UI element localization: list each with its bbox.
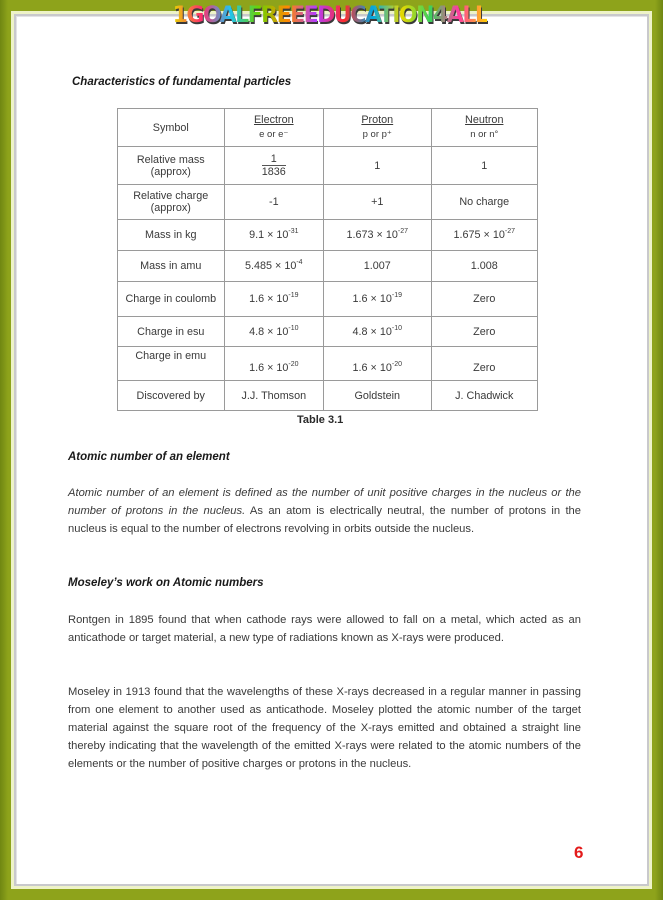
cell-neutron-relative-charge: No charge xyxy=(431,185,538,220)
fraction-denominator: 1836 xyxy=(261,166,286,178)
value-exponent: -27 xyxy=(504,228,515,235)
row-label-relative-charge: Relative charge (approx) xyxy=(118,185,225,220)
table-row-charge-emu xyxy=(118,347,538,381)
cell-proton-mass-amu: 1.007 xyxy=(324,251,431,282)
cell-neutron-mass-kg xyxy=(431,220,538,251)
value-exponent: -4 xyxy=(296,259,303,266)
header-electron-symbol: e or e⁻ xyxy=(259,129,289,140)
cell-electron-mass-kg xyxy=(224,220,324,251)
cell-neutron-relative-mass: 1 xyxy=(431,147,538,185)
cell-proton-charge-emu xyxy=(324,347,431,381)
table-row-symbol xyxy=(118,109,538,147)
row-label-discovered-by: Discovered by xyxy=(118,381,225,411)
table-row-mass-amu xyxy=(118,251,538,282)
moseley-paragraph: Moseley in 1913 found that the wavelengths of these X-rays decreased in a regular manner in passing from one element to another used as anticathode. Moseley plotted the atomic number of the target material against the square root of the frequency of the X-rays emitted and obtained a straight line thereby indicating that the wavelength of the emitted X-rays were related to the atomic numbers of the elements or the number of positive charges or protons in the nucleus. xyxy=(68,686,581,770)
value-base: 4.8 × 10 xyxy=(249,325,289,338)
definition-text: Atomic number of an element is defined as the number of unit positive charges in the nucleus or the number of protons in the nucleus. xyxy=(68,487,581,517)
value-exponent: -20 xyxy=(288,360,299,368)
header-proton-symbol: p or p⁺ xyxy=(362,129,392,140)
value-exponent: -27 xyxy=(397,228,408,235)
cell-electron-mass-amu xyxy=(224,251,324,282)
table-row-relative-mass xyxy=(118,147,538,185)
value-base: 5.485 × 10 xyxy=(245,260,297,272)
row-label-mass-amu: Mass in amu xyxy=(118,251,225,282)
value-base: 1.6 × 10 xyxy=(249,293,289,305)
cell-electron-relative-mass xyxy=(224,147,324,185)
particles-table xyxy=(117,108,538,411)
value-exponent: -19 xyxy=(288,292,299,299)
header-proton-name: Proton xyxy=(361,114,394,126)
header-neutron xyxy=(431,109,538,147)
atomic-number-paragraph xyxy=(68,484,581,538)
header-proton xyxy=(324,109,431,147)
cell-neutron-charge-emu: Zero xyxy=(431,347,538,381)
cell-electron-discovered-by: J.J. Thomson xyxy=(224,381,324,411)
value-base: 1.675 × 10 xyxy=(453,229,505,241)
table-caption: Table 3.1 xyxy=(297,414,344,426)
cell-proton-relative-mass: 1 xyxy=(324,147,431,185)
value-exponent: -10 xyxy=(391,324,402,332)
cell-neutron-discovered-by: J. Chadwick xyxy=(431,381,538,411)
value-base: 4.8 × 10 xyxy=(352,325,392,338)
row-label-charge-emu: Charge in emu xyxy=(118,347,225,381)
row-label-charge-esu: Charge in esu xyxy=(118,317,225,347)
row-label-mass-kg: Mass in kg xyxy=(118,220,225,251)
value-base: 1.6 × 10 xyxy=(352,293,392,305)
cell-proton-discovered-by: Goldstein xyxy=(324,381,431,411)
page-number: 6 xyxy=(574,843,584,862)
explanation-text: As an atom is electrically neutral, the number of protons in the nucleus is equal to the number of electrons revolving in orbits outside the nucleus. xyxy=(68,505,581,535)
table-row-mass-kg xyxy=(118,220,538,251)
atomic-number-heading: Atomic number of an element xyxy=(68,451,230,463)
table-row-charge-esu xyxy=(118,317,538,347)
value-exponent: -19 xyxy=(391,292,402,299)
cell-electron-relative-charge: -1 xyxy=(224,185,324,220)
table-row-charge-coulomb xyxy=(118,282,538,317)
value-exponent: -10 xyxy=(288,324,299,332)
cell-electron-charge-emu xyxy=(224,347,324,381)
cell-electron-charge-coulomb xyxy=(224,282,324,317)
cell-proton-relative-charge: +1 xyxy=(324,185,431,220)
cell-proton-charge-coulomb xyxy=(324,282,431,317)
cell-neutron-mass-amu: 1.008 xyxy=(431,251,538,282)
value-base: 1.6 × 10 xyxy=(352,361,392,374)
cell-neutron-charge-coulomb: Zero xyxy=(431,282,538,317)
table-section-title: Characteristics of fundamental particles xyxy=(72,76,292,88)
value-exponent: -20 xyxy=(391,360,402,368)
cell-electron-charge-esu xyxy=(224,317,324,347)
moseley-heading: Moseley’s work on Atomic numbers xyxy=(68,577,264,589)
header-neutron-name: Neutron xyxy=(465,114,504,126)
cell-proton-charge-esu xyxy=(324,317,431,347)
header-neutron-symbol: n or n° xyxy=(470,129,499,140)
fraction xyxy=(262,153,286,178)
value-base: 1.673 × 10 xyxy=(346,229,398,241)
cell-neutron-charge-esu: Zero xyxy=(431,317,538,347)
header-electron-name: Electron xyxy=(253,114,294,126)
value-base: 1.6 × 10 xyxy=(249,361,289,374)
table-row-discovered-by xyxy=(118,381,538,411)
rontgen-paragraph: Rontgen in 1895 found that when cathode rays were allowed to fall on a metal, which acted as an anticathode or target material, a new type of radiations known as X-rays were produced. xyxy=(68,614,581,644)
banner-text: 1GOALFREEEDUCATION4ALL xyxy=(172,3,488,28)
row-label-symbol: Symbol xyxy=(118,109,225,147)
table-row-relative-charge xyxy=(118,185,538,220)
cell-proton-mass-kg xyxy=(324,220,431,251)
row-label-relative-mass: Relative mass (approx) xyxy=(118,147,225,185)
row-label-charge-coulomb: Charge in coulomb xyxy=(118,282,225,317)
value-base: 9.1 × 10 xyxy=(249,229,289,241)
fraction-numerator: 1 xyxy=(262,153,286,166)
header-electron xyxy=(224,109,324,147)
value-exponent: -31 xyxy=(288,228,299,235)
